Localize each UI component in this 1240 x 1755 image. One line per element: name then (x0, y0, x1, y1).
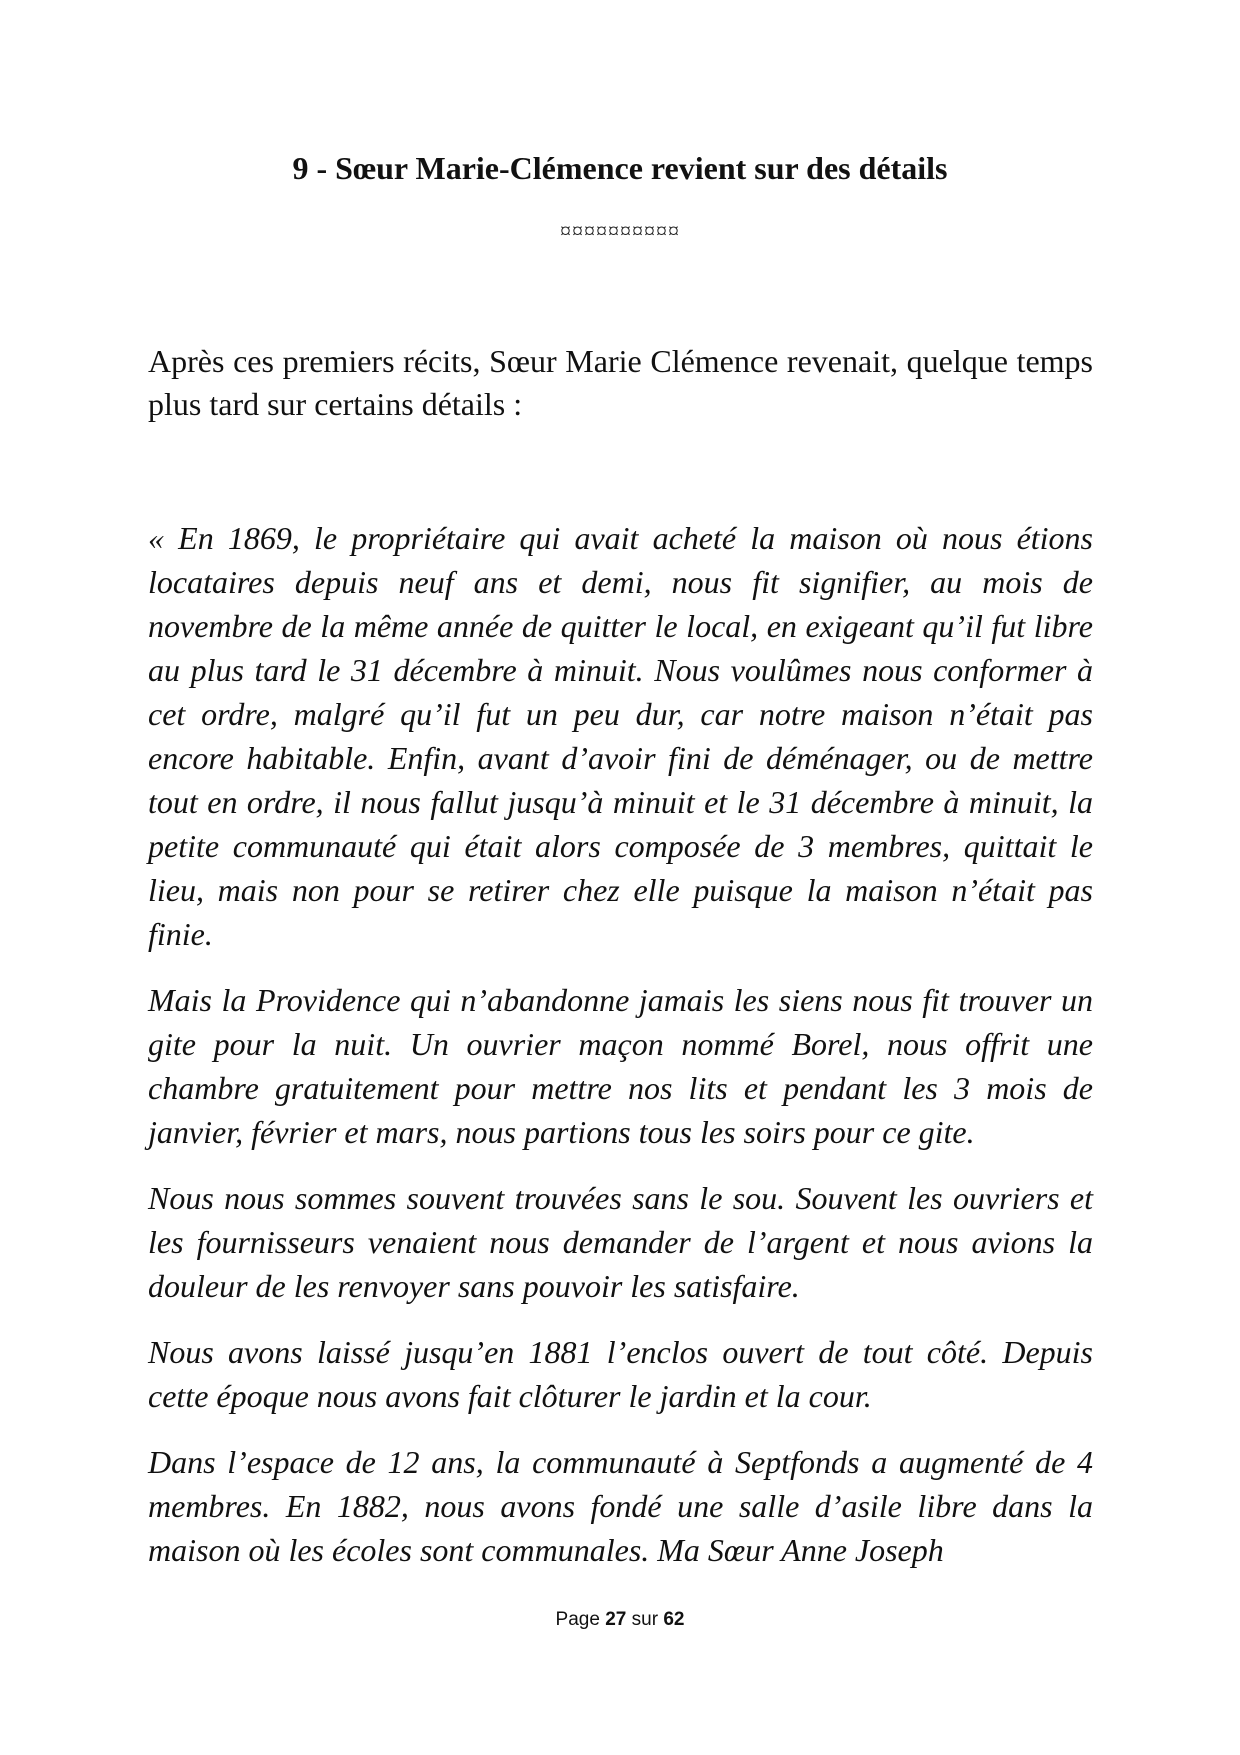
quote-paragraph-5: Dans l’espace de 12 ans, la communauté à Septfonds a augmenté de 4 membres. En 1882, nous avons fondé une salle d’asile libre dans la maison où les écoles sont communales. Ma Sœur Anne Joseph (148, 1444, 1093, 1568)
quote-paragraph-4: Nous avons laissé jusqu’en 1881 l’enclos ouvert de tout côté. Depuis cette époque nous avons fait clôturer le jardin et la cour. (148, 1334, 1093, 1414)
quote-paragraph-3: Nous nous sommes souvent trouvées sans le sou. Souvent les ouvriers et les fournisseurs venaient nous demander de l’argent et nous avions la douleur de les renvoyer sans pouvoir les satisfaire. (148, 1180, 1093, 1304)
total-page-count: 62 (663, 1609, 685, 1630)
quote-paragraph-2: Mais la Providence qui n’abandonne jamais les siens nous fit trouver un gite pour la nuit. Un ouvrier maçon nommé Borel, nous offrit une chambre gratuitement pour mettre nos lits et pendant les 3 mois de janvier, février et mars, nous partions tous les soirs pour ce gite. (148, 982, 1093, 1150)
current-page-number: 27 (605, 1609, 627, 1630)
quoted-testimony (148, 516, 1093, 1594)
title-ornament: ¤¤¤¤¤¤¤¤¤¤ (560, 218, 680, 243)
intro-paragraph: Après ces premiers récits, Sœur Marie Clémence revenait, quelque temps plus tard sur certains détails : (148, 343, 1093, 422)
chapter-title: 9 - Sœur Marie-Clémence revient sur des détails (292, 150, 948, 186)
quote-paragraph-1: « En 1869, le propriétaire qui avait acheté la maison où nous étions locataires depuis neuf ans et demi, nous fit signifier, au mois de novembre de la même année de quitter le local, en exigeant qu’il fut libre au plus tard le 31 décembre à minuit. Nous voulûmes nous conformer à cet ordre, malgré qu’il fut un peu dur, car notre maison n’était pas encore habitable. Enfin, avant d’avoir fini de déménager, ou de mettre tout en ordre, il nous fallut jusqu’à minuit et le 31 décembre à minuit, la petite communauté qui était alors composée de 3 membres, quittait le lieu, mais non pour se retirer chez elle puisque la maison n’était pas finie. (148, 520, 1093, 952)
page-footer (0, 1608, 1240, 1632)
page-label: Page (555, 1609, 600, 1630)
page-separator: sur (631, 1609, 659, 1630)
